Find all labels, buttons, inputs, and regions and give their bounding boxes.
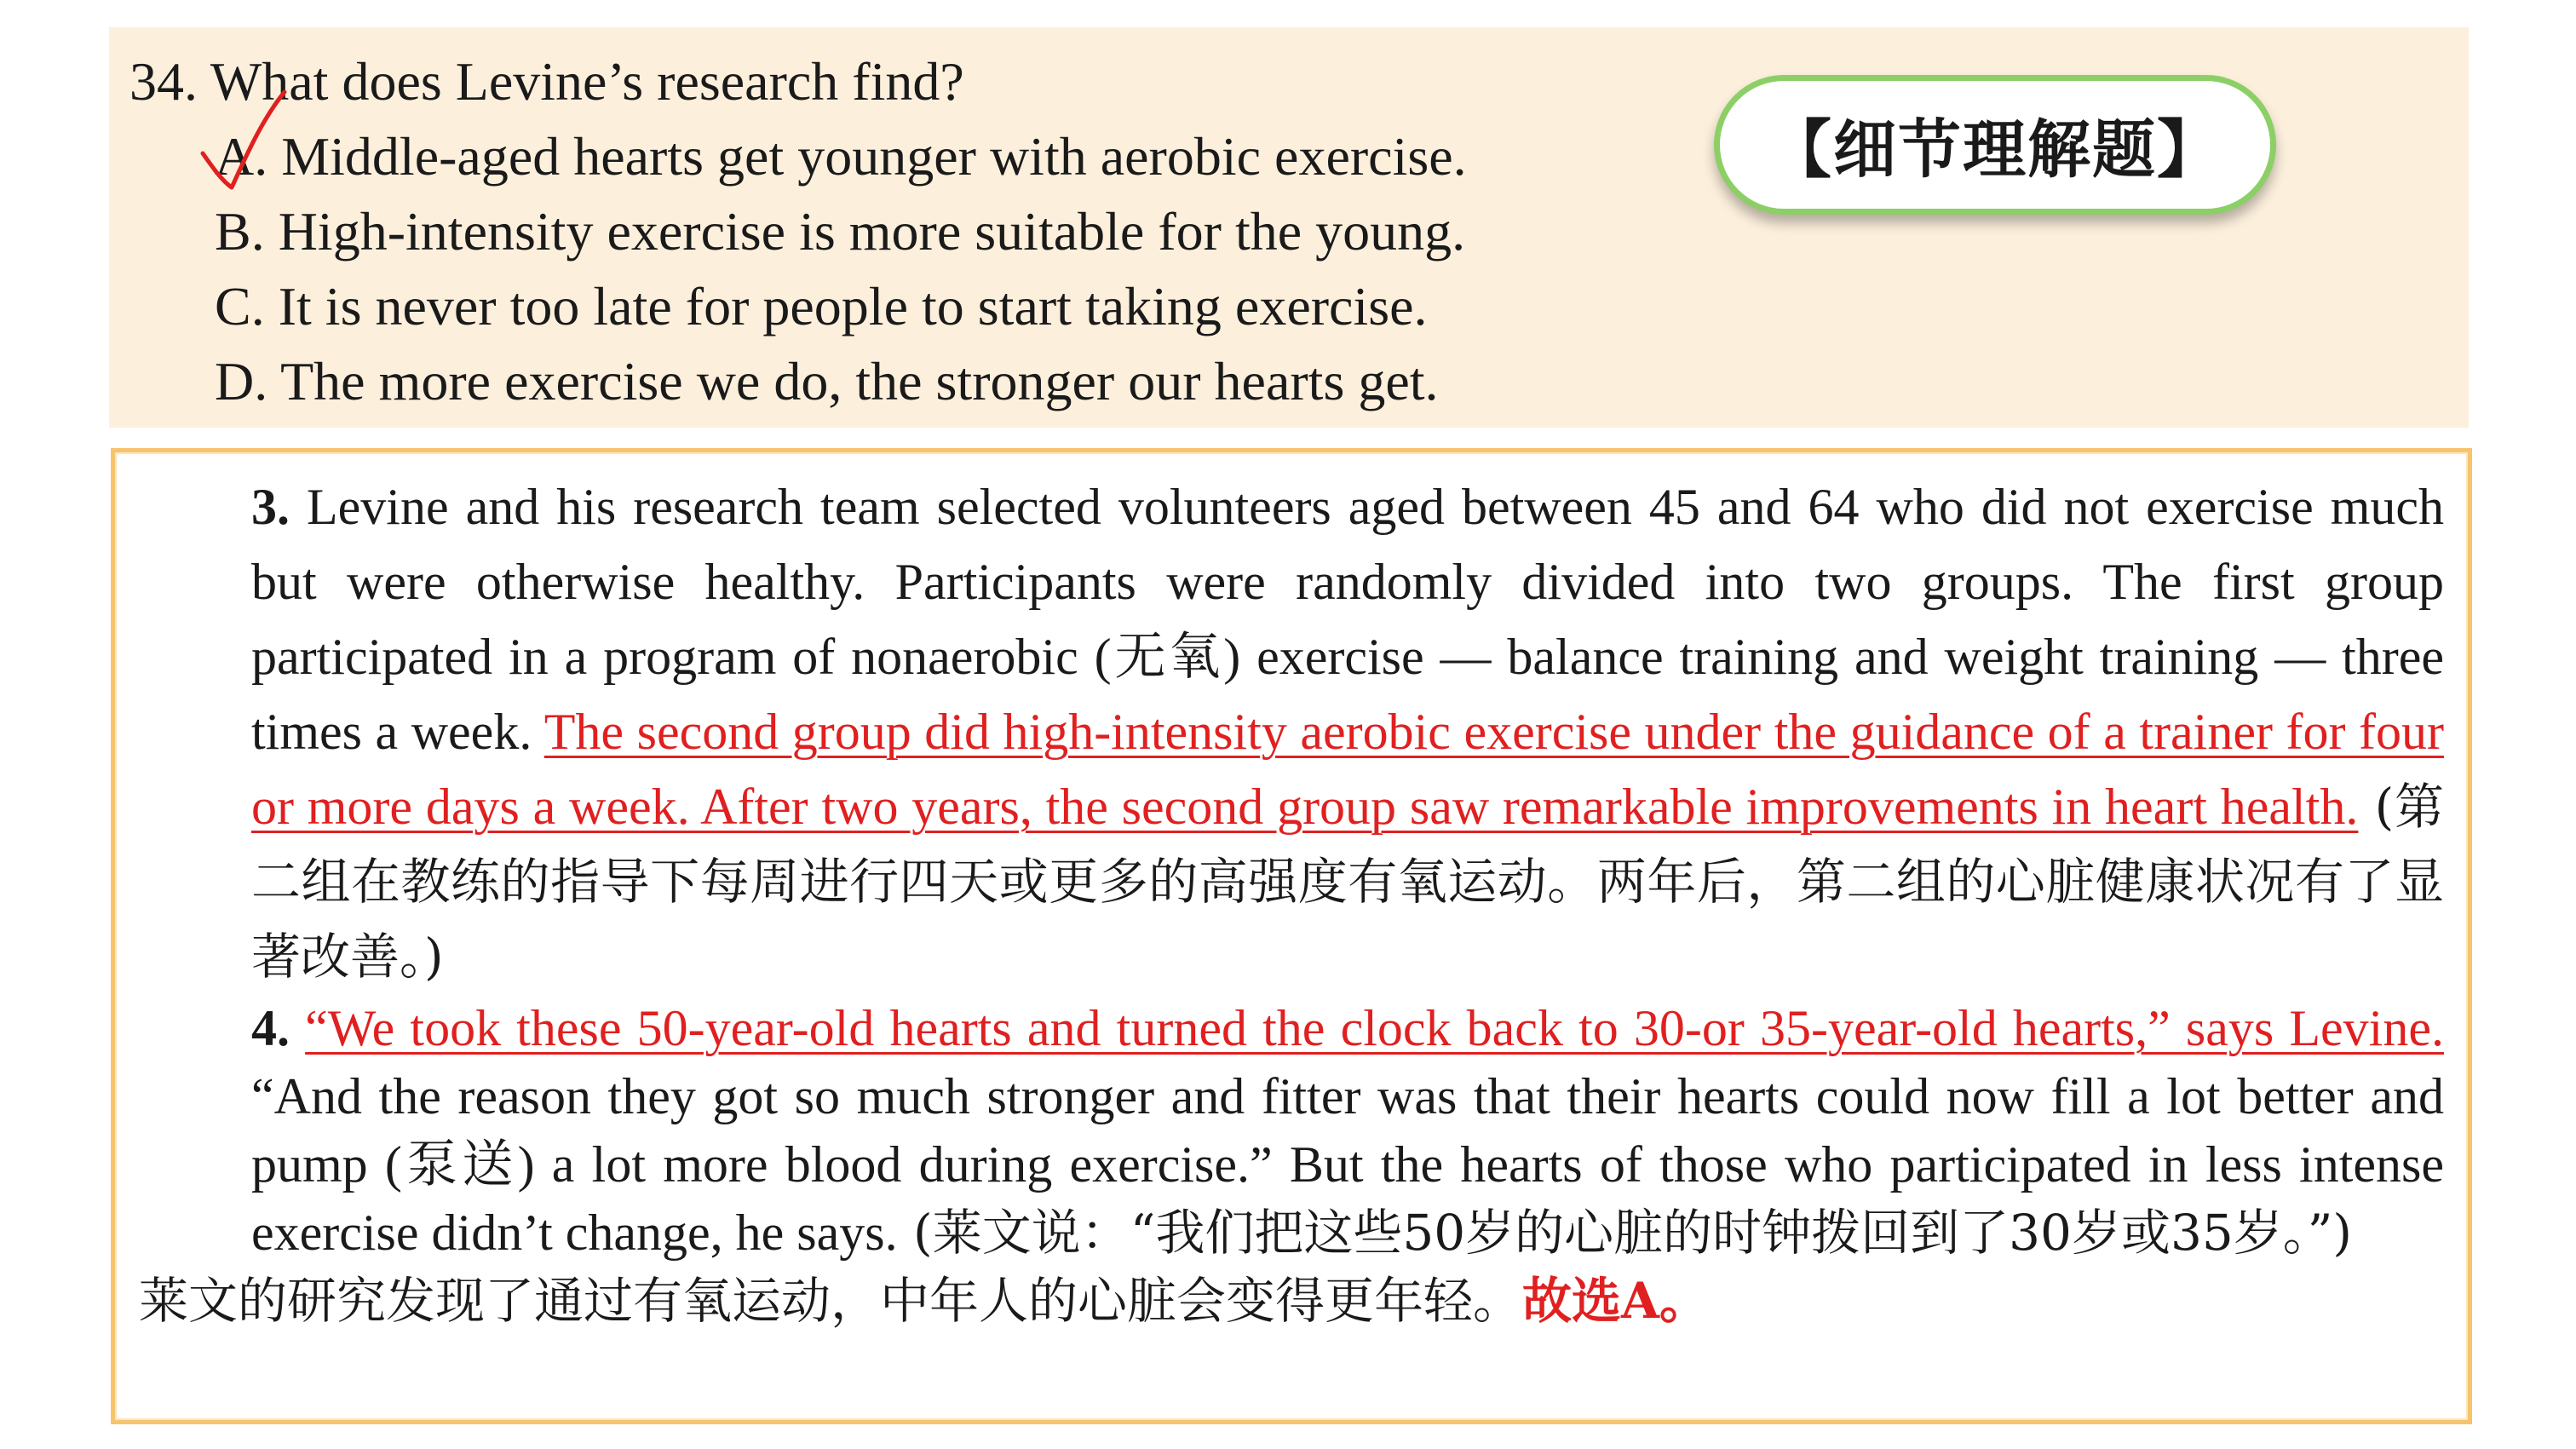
paragraph-4-evidence: “We took these 50-year-old hearts and turned the clock back to 30-or 35-year-old hearts,” says Levine. — [305, 1000, 2444, 1056]
option-d-label: D. The more exercise we do, the stronger our hearts get. — [215, 351, 1439, 411]
answer-text: 故选A。 — [1522, 1272, 1710, 1330]
paragraph-3-number: 3. — [251, 479, 290, 535]
paragraph-3-text: Levine and his research team selected volunteers aged between 45 and 64 who did not exercise much but were otherwise healthy. Participants were randomly divided into two groups. The first group participated in a program of nonaerobic (无氧) exercise — balance training and weight training — three times a week. — [251, 479, 2444, 760]
option-c[interactable] — [215, 269, 1467, 344]
paragraph-3 — [139, 469, 2444, 994]
explanation-box — [111, 448, 2472, 1424]
option-b[interactable] — [215, 194, 1467, 269]
paragraph-4-translation: (莱文说：“我们把这些50岁的心脏的时钟拨回到了30岁或35岁。”) — [897, 1204, 2353, 1262]
conclusion-text: 莱文的研究发现了通过有氧运动，中年人的心脏会变得更年轻。 — [139, 1272, 1523, 1330]
option-d[interactable] — [215, 344, 1467, 419]
option-a-label: A. Middle-aged hearts get younger with aerobic exercise. — [215, 126, 1467, 187]
checkmark-icon — [191, 87, 293, 198]
paragraph-4 — [139, 994, 2444, 1267]
option-c-label: C. It is never too late for people to start taking exercise. — [215, 276, 1428, 336]
paragraph-3-evidence: The second group did high-intensity aerobic exercise under the guidance of a trainer for four or more days a week. After two years, the second group saw remarkable improvements in heart health. — [251, 704, 2444, 835]
question-type-badge: 【细节理解题】 — [1714, 75, 2276, 215]
paragraph-4-text: “And the reason they got so much stronger and fitter was that their hearts could now fill a lot better and pump (泵送) a lot more blood during exercise.” But the hearts of those who participated in less intense exercise didn’t change, he says. — [251, 1068, 2444, 1261]
paragraph-3-translation: (第二组在教练的指导下每周进行四天或更多的高强度有氧运动。两年后，第二组的心脏健康状况有了显著改善。) — [251, 778, 2444, 986]
explanation-content — [139, 469, 2444, 1335]
paragraph-4-number: 4. — [251, 1000, 290, 1056]
option-list — [215, 119, 1467, 419]
option-a[interactable] — [215, 119, 1467, 194]
question-stem: 34. What does Levine’s research find? — [129, 51, 964, 112]
option-b-label: B. High-intensity exercise is more suitable for the young. — [215, 201, 1466, 262]
conclusion — [139, 1267, 2444, 1335]
